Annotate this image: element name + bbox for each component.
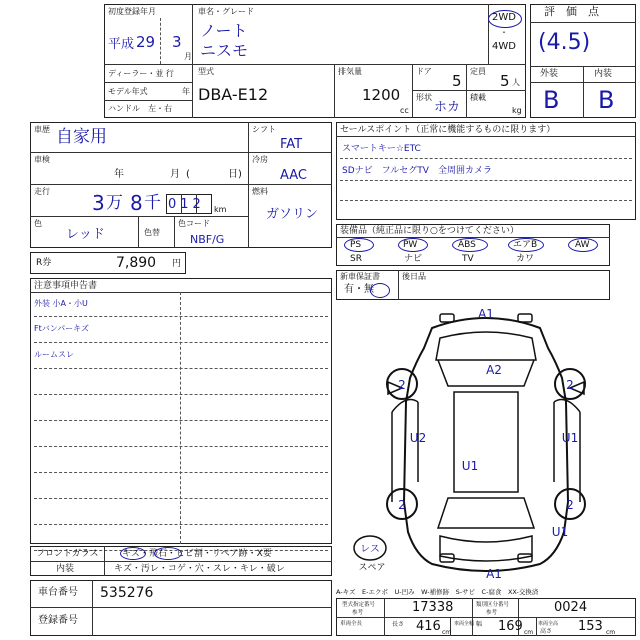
note-line-2: Ftバンパーキズ <box>34 324 90 333</box>
recycle-box <box>30 252 186 274</box>
height-unit: cm <box>606 629 616 636</box>
width-value: 169 <box>498 619 523 634</box>
color-code-label: 色コード <box>178 219 210 228</box>
sales-point-line-1: スマートキー☆ETC <box>342 144 421 154</box>
model-year-label: モデル年式 <box>108 87 148 96</box>
km-unit: km <box>214 205 227 214</box>
note-rule <box>34 316 328 317</box>
eq-pw: PW <box>403 240 418 250</box>
note-line-1: 外装 小A・小U <box>34 299 88 308</box>
length-label: 長さ <box>392 621 405 628</box>
interior-cond-label: 内装 <box>56 564 75 574</box>
height-label-top: 車両全高 <box>538 621 559 627</box>
eq-navi: ナビ <box>404 254 423 264</box>
glass-chip-circle <box>154 547 182 560</box>
load-label: 積載 <box>470 93 486 102</box>
mileage-a: 3 <box>92 191 105 215</box>
fuel-label: 燃料 <box>252 187 268 196</box>
eq-aw: AW <box>575 240 590 250</box>
grade-label: 評 価 点 <box>544 5 599 18</box>
mark-rear-quarter: U1 <box>551 525 569 539</box>
chassis-number: 535276 <box>100 585 154 601</box>
notes-title: 注意事項申告書 <box>34 281 98 291</box>
class-code: 0024 <box>554 600 588 615</box>
ac-label: 冷房 <box>252 155 268 164</box>
note-rule <box>34 342 328 343</box>
car-grade: ニスモ <box>200 41 249 60</box>
note-rule <box>34 524 328 525</box>
displacement: 1200 <box>362 86 401 104</box>
class-code-ref: 参考 <box>486 610 498 616</box>
reg-month: 3 <box>172 33 182 51</box>
car-damage-diagram <box>336 302 636 584</box>
eq-sr: SR <box>350 254 362 264</box>
model-year-unit: 年 <box>182 87 190 96</box>
mark-rear-left-wheel: 2 <box>398 498 406 512</box>
reg-number-label: 登録番号 <box>38 615 78 626</box>
mark-front-left-wheel: 2 <box>398 378 406 392</box>
inspection-label: 車検 <box>34 155 50 164</box>
color-label: 色 <box>34 219 42 228</box>
sales-point-line-2: SDナビ フルセグTV 全周囲カメラ <box>342 166 492 176</box>
type-code-label: 型式指定番号 <box>342 602 376 608</box>
mark-rear-right-wheel: 2 <box>566 498 574 512</box>
color: レッド <box>66 227 105 242</box>
color-change-label: 色替 <box>144 228 160 237</box>
recycle-label: R券 <box>36 258 52 268</box>
evaluation-score: (4.5) <box>538 30 591 55</box>
type-label: 型式 <box>198 67 214 76</box>
eq-airbag: エアB <box>513 240 538 250</box>
note-rule <box>34 472 328 473</box>
width-unit: cm <box>524 629 534 636</box>
shape-label: 形状 <box>416 93 432 102</box>
warranty-label: 新車保証書 <box>340 272 380 281</box>
mark-right-door: U1 <box>561 431 579 445</box>
note-rule <box>34 394 328 395</box>
usage: 自家用 <box>56 127 107 147</box>
yen-unit: 円 <box>172 259 182 269</box>
shift: FAT <box>280 137 303 152</box>
drive-dot: ・ <box>500 28 508 37</box>
mileage-man: 万 <box>106 193 123 213</box>
insp-day-unit: 日) <box>228 169 242 180</box>
reg-year: 29 <box>136 33 156 51</box>
shape: ホカ <box>434 100 461 115</box>
doors: 5 <box>452 72 462 90</box>
mileage-sen: 千 <box>144 193 161 213</box>
front-glass-label: フロントガラス <box>36 549 99 559</box>
eq-abs: ABS <box>458 240 476 250</box>
spare-caption: スペア <box>358 563 386 573</box>
dealer-label: ディーラー・並 行 <box>108 69 174 78</box>
note-rule <box>34 420 328 421</box>
drive-2wd: 2WD <box>492 12 516 23</box>
note-rule <box>34 368 328 369</box>
color-code: NBF/G <box>190 233 225 246</box>
month-unit: 月 <box>184 52 192 61</box>
type-code: 17338 <box>412 600 454 615</box>
interior-cond-text: キズ・汚レ・コゲ・穴・スレ・キレ・破レ <box>114 564 285 574</box>
width-label: 幅 <box>476 621 483 628</box>
car-name: ノート <box>200 21 248 40</box>
type-code-ref: 参考 <box>352 610 364 616</box>
ac: AAC <box>280 168 307 183</box>
notes-box <box>30 278 332 544</box>
eq-tv: TV <box>462 254 474 264</box>
length-value: 416 <box>416 619 441 634</box>
recycle-amount: 7,890 <box>116 255 157 271</box>
after-items-label: 後日品 <box>402 272 426 281</box>
height-label: 高さ <box>540 628 553 635</box>
reg-era: 平成 <box>108 37 135 52</box>
note-rule <box>34 446 328 447</box>
exterior-label: 外装 <box>540 69 559 79</box>
length-unit: cm <box>442 629 452 636</box>
note-line-3: ルームスレ <box>34 350 74 359</box>
car-name-label: 車名・グレード <box>198 7 254 16</box>
eq-leather: カワ <box>516 254 535 264</box>
sales-points-title: セールスポイント（正常に機能するものに限ります） <box>340 125 556 135</box>
damage-legend: A-キズ E-エクボ U-凹み W-補修跡 S-サビ C-腐食 XX-交換済 <box>336 588 539 596</box>
model-code: DBA-E12 <box>198 85 269 104</box>
chassis-label: 車台番号 <box>38 587 78 598</box>
insp-year-unit: 年 <box>114 169 124 180</box>
usage-label: 車歴 <box>34 125 50 134</box>
insp-month-unit: 月 <box>170 169 180 180</box>
note-rule <box>34 498 328 499</box>
mark-front-bumper: A1 <box>478 307 494 321</box>
spare-status: レス <box>360 544 380 555</box>
front-glass-text: キズ・飛石・ヒビ割・リペア跡・X要 <box>122 549 272 559</box>
displacement-label: 排気量 <box>338 67 362 76</box>
shift-label: シフト <box>252 125 276 134</box>
height-value: 153 <box>578 619 603 634</box>
kg-unit: kg <box>512 106 522 115</box>
mileage-label: 走行 <box>34 187 50 196</box>
class-code-label: 類別区分番号 <box>476 602 510 608</box>
equipment-title: 装備品（純正品に限り○をつけてください） <box>340 226 519 236</box>
reg-date-label: 初度登録年月 <box>108 7 156 16</box>
cc-unit: cc <box>400 106 409 115</box>
mileage-b: 8 <box>130 191 143 215</box>
handle-label: ハンドル 左・右 <box>108 104 172 113</box>
capacity-unit: 人 <box>512 78 520 87</box>
mark-roof: U1 <box>461 459 479 473</box>
fuel: ガソリン <box>266 207 319 222</box>
length-label-top: 車両全長 <box>340 621 363 627</box>
warranty-none-circle <box>370 283 390 298</box>
interior-grade: B <box>598 86 615 114</box>
capacity: 5 <box>500 72 510 90</box>
eq-ps: PS <box>350 240 362 250</box>
width-label-top: 車両全幅 <box>454 621 475 627</box>
mark-rear-bumper: A1 <box>486 567 502 581</box>
door-label: ドア <box>416 67 432 76</box>
mileage-c: 012 <box>168 197 205 212</box>
insp-paren: ( <box>186 169 190 180</box>
interior-label: 内装 <box>594 69 613 79</box>
glass-scratch-circle <box>120 547 146 560</box>
capacity-label: 定員 <box>470 67 486 76</box>
exterior-grade: B <box>543 86 560 114</box>
drive-4wd: 4WD <box>492 41 516 52</box>
warranty-value: 有・無 <box>344 284 374 295</box>
mark-hood: A2 <box>486 363 502 377</box>
mark-front-right-wheel: 2 <box>566 378 574 392</box>
mark-left-door: U2 <box>409 431 427 445</box>
